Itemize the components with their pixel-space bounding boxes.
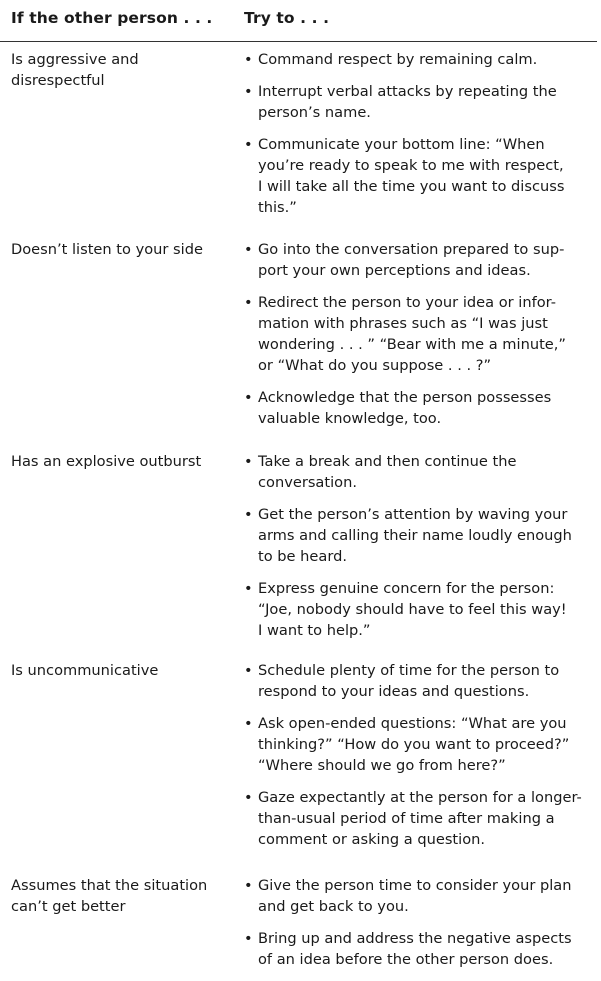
- strategy-item: • Acknowledge that the person possesses valuable knowledge, too.: [244, 387, 594, 429]
- situation-text: Assumes that the situation can’t get better: [11, 877, 208, 915]
- strategy-item: • Ask open-ended questions: “What are you thinking?” “How do you want to proceed?” “Where should we go from here?”: [244, 713, 594, 776]
- strategy-item: • Go into the conversation prepared to sup- port your own perceptions and ideas.: [244, 239, 594, 281]
- strategy-item: • Schedule plenty of time for the person to respond to your ideas and questions.: [244, 660, 594, 702]
- strategy-item: • Give the person time to consider your plan and get back to you.: [244, 875, 594, 917]
- column-header-strategies: Try to . . .: [244, 9, 330, 27]
- strategy-list: [244, 49, 594, 229]
- strategy-list: [244, 660, 594, 861]
- situation-text: Doesn’t listen to your side: [11, 241, 203, 258]
- strategy-list: [244, 239, 594, 440]
- strategy-item: • Bring up and address the negative aspects of an idea before the other person does.: [244, 928, 594, 970]
- situation-text: Is aggressive and disrespectful: [11, 51, 139, 89]
- strategy-item: • Redirect the person to your idea or infor- mation with phrases such as “I was just wondering . . . ” “Bear with me a minute,” or “What do you suppose . . . ?”: [244, 292, 594, 376]
- table-header: [0, 0, 597, 42]
- situation-text: Has an explosive outburst: [11, 453, 202, 470]
- strategy-item: • Take a break and then continue the conversation.: [244, 451, 594, 493]
- strategy-list: [244, 451, 594, 652]
- strategy-item: • Express genuine concern for the person: “Joe, nobody should have to feel this way! I want to help.”: [244, 578, 594, 641]
- strategy-item: • Interrupt verbal attacks by repeating the person’s name.: [244, 81, 594, 123]
- situation-text: Is uncommunicative: [11, 662, 159, 679]
- strategy-list: [244, 875, 594, 981]
- column-header-situation: If the other person . . .: [11, 9, 213, 27]
- strategy-item: • Communicate your bottom line: “When you’re ready to speak to me with respect, I will take all the time you want to discuss this.”: [244, 134, 594, 218]
- strategy-item: • Gaze expectantly at the person for a longer- than-usual period of time after making a comment or asking a question.: [244, 787, 594, 850]
- strategy-item: • Command respect by remaining calm.: [244, 49, 594, 70]
- strategy-item: • Get the person’s attention by waving your arms and calling their name loudly enough to be heard.: [244, 504, 594, 567]
